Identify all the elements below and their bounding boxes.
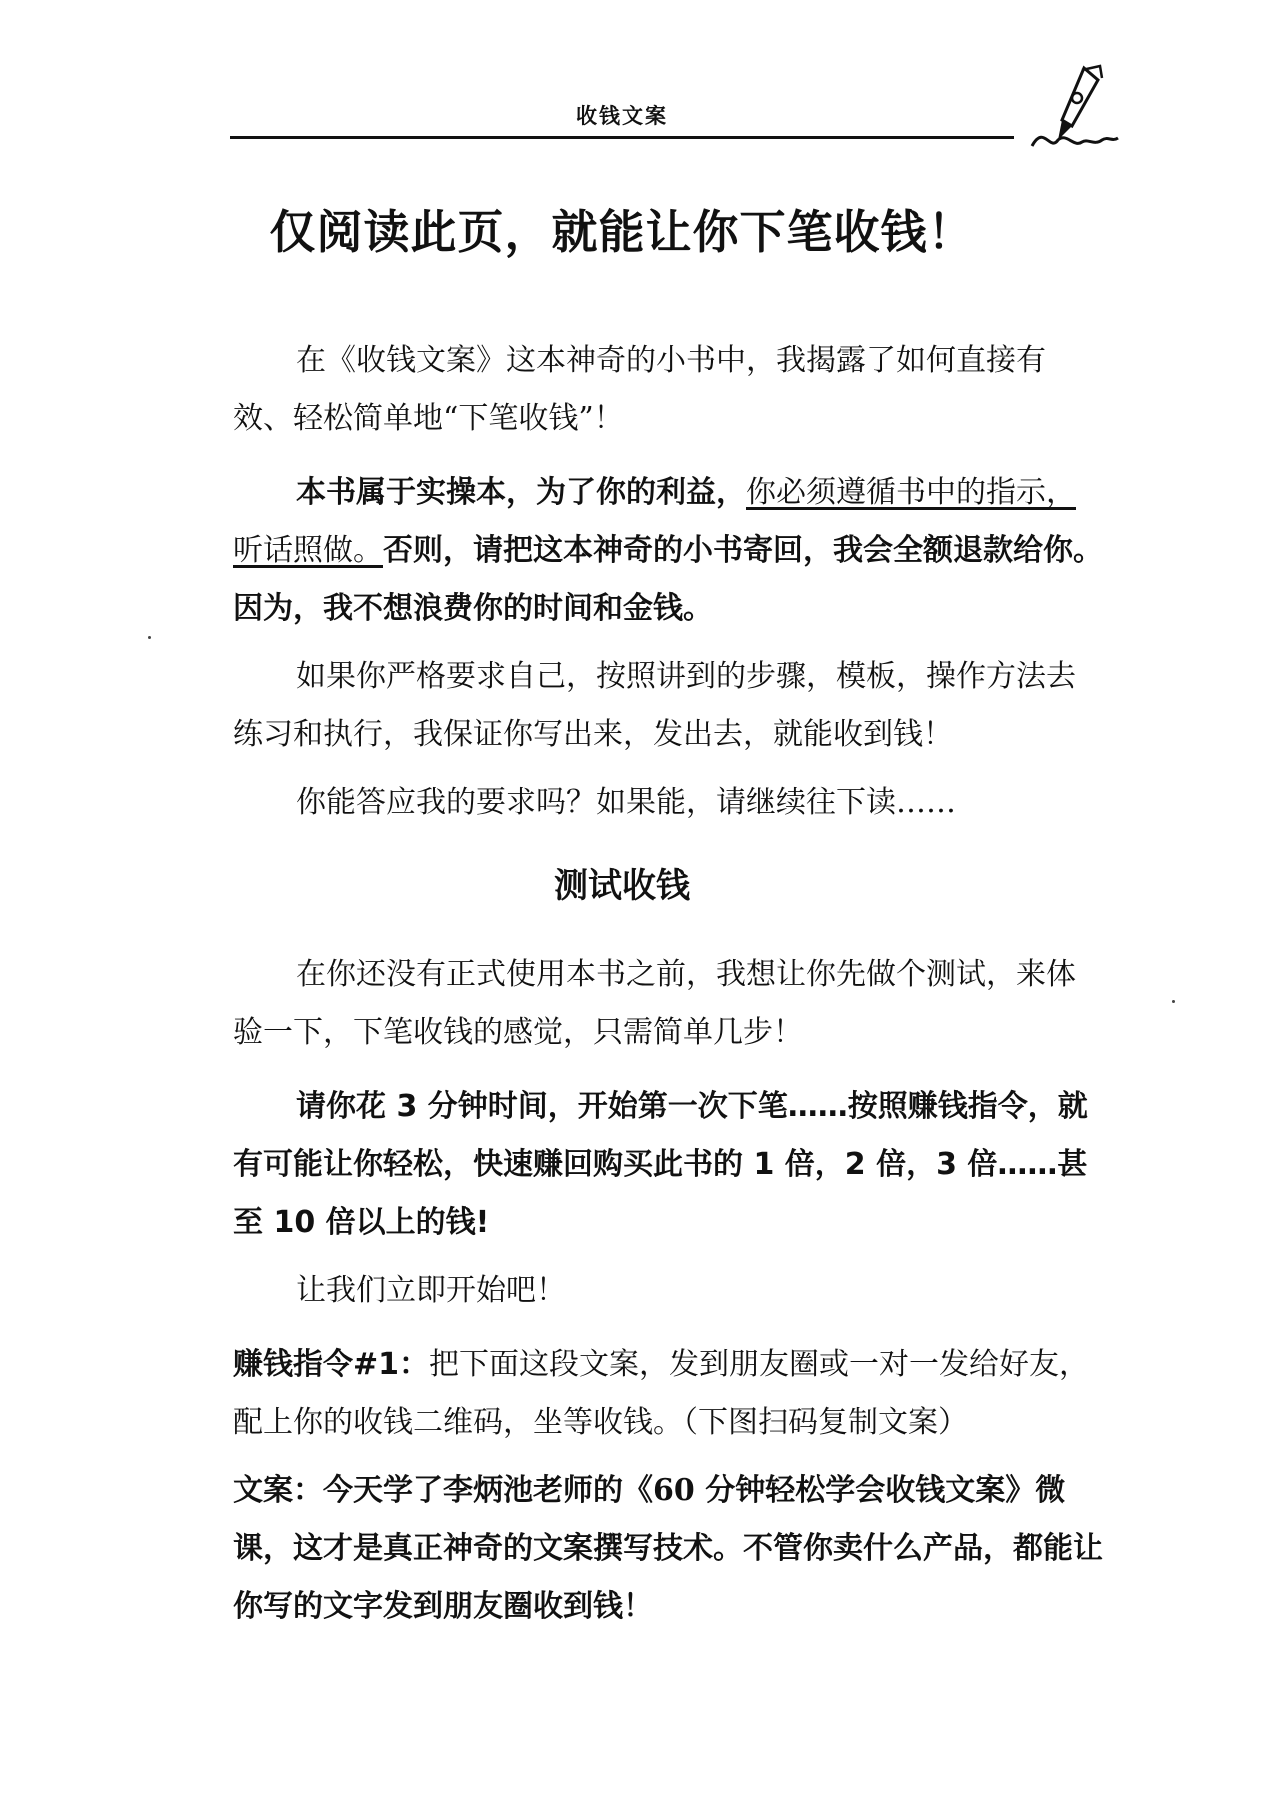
intro-paragraph-3: 如果你严格要求自己，按照讲到的步骤，模板，操作方法去练习和执行，我保证你写出来，发出去，就能收到钱！ xyxy=(233,659,1076,752)
section-paragraph-3: 让我们立即开始吧！ xyxy=(296,1273,566,1308)
money-instruction xyxy=(233,1336,1103,1452)
intro-p2-lead: 本书属于实操本，为了你的利益， xyxy=(296,475,746,510)
section-heading: 测试收钱 xyxy=(554,866,690,906)
instruction-label: 赚钱指令#1： xyxy=(233,1347,430,1382)
scan-speck xyxy=(1172,1000,1175,1003)
sample-copy xyxy=(233,1462,1103,1636)
underlined-instruction: 你必须遵循书中的指示，听话照做。 xyxy=(233,475,1076,568)
intro-paragraph-4: 你能答应我的要求吗？如果能，请继续往下读…… xyxy=(296,785,956,820)
intro-paragraph-2 xyxy=(233,464,1103,638)
running-header: 收钱文案 xyxy=(576,103,668,128)
header-rule xyxy=(230,136,1014,139)
copy-label: 文案： xyxy=(233,1473,323,1508)
copy-text: 今天学了李炳池老师的《60 分钟轻松学会收钱文案》微课，这才是真正神奇的文案撰写技术。不管你卖什么产品，都能让你写的文字发到朋友圈收到钱！ xyxy=(233,1473,1103,1624)
instruction-text: 把下面这段文案，发到朋友圈或一对一发给好友，配上你的收钱二维码，坐等收钱。（下图扫码复制文案） xyxy=(233,1347,1090,1440)
intro-p2-tail: 否则，请把这本神奇的小书寄回，我会全额退款给你。因为，我不想浪费你的时间和金钱。 xyxy=(233,533,1103,626)
scan-speck xyxy=(148,636,151,639)
page-title: 仅阅读此页，就能让你下笔收钱！ xyxy=(269,205,975,259)
fountain-pen-logo xyxy=(1022,62,1122,158)
section-paragraph-2: 请你花 3 分钟时间，开始第一次下笔……按照赚钱指令，就有可能让你轻松，快速赚回购买此书的 1 倍，2 倍，3 倍……甚至 10 倍以上的钱! xyxy=(233,1089,1088,1240)
section-paragraph-1: 在你还没有正式使用本书之前，我想让你先做个测试，来体验一下，下笔收钱的感觉，只需简单几步！ xyxy=(233,957,1076,1050)
intro-paragraph-1: 在《收钱文案》这本神奇的小书中，我揭露了如何直接有效、轻松简单地“下笔收钱”！ xyxy=(233,343,1046,436)
